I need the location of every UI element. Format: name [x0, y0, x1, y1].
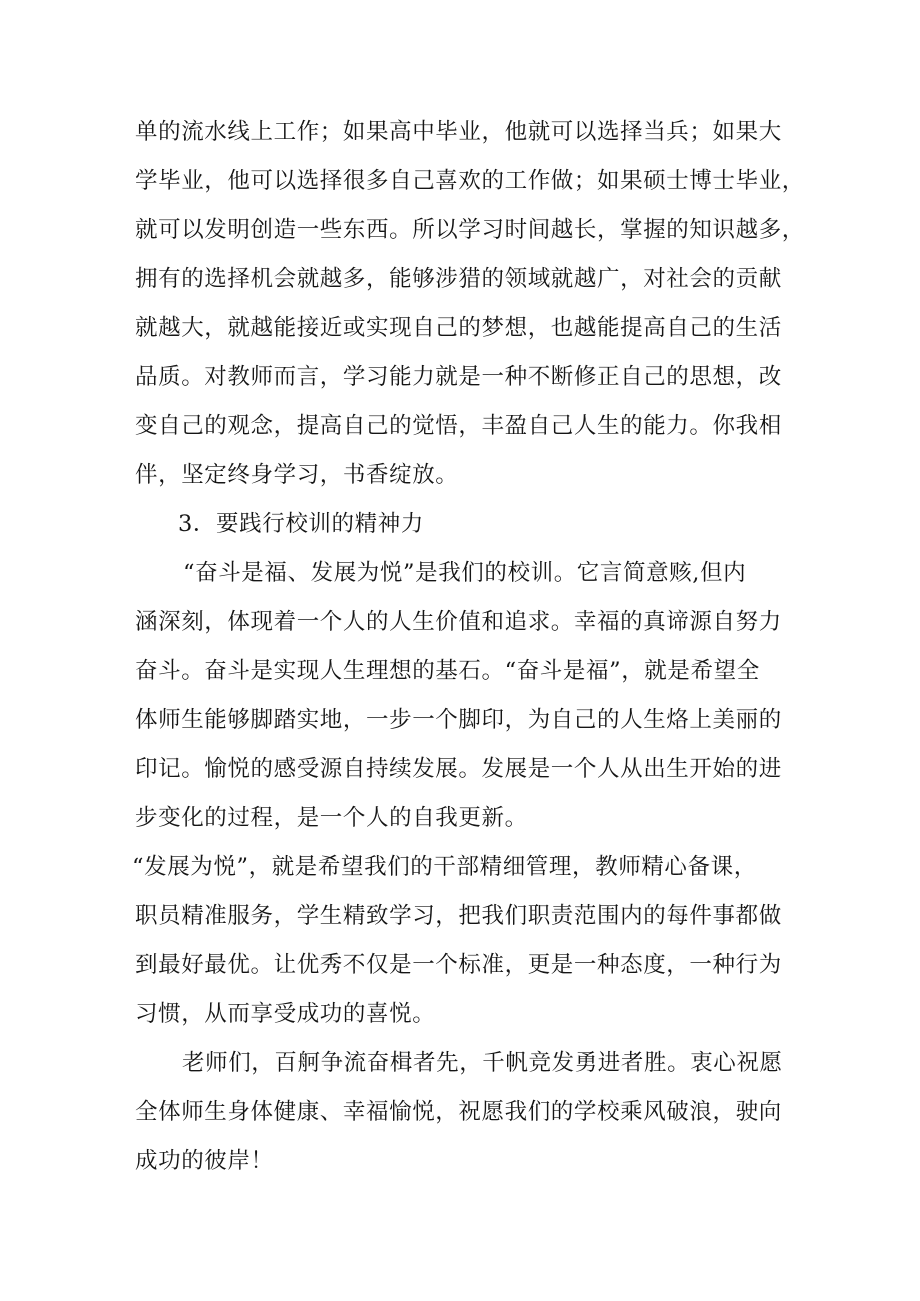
text-line: 老师们，百舸争流奋楫者先，千帆竞发勇进者胜。衷心祝愿 [182, 1050, 783, 1076]
text-line: “发展为悦”，就是希望我们的干部精细管理，教师精心备课， [132, 854, 757, 880]
text-line: 成功的彼岸！ [135, 1148, 274, 1174]
section-heading: 3．要践行校训的精神力 [178, 511, 424, 537]
text-line: 习惯，从而享受成功的喜悦。 [135, 1001, 436, 1027]
text-line: 伴，坚定终身学习，书香绽放。 [135, 462, 459, 488]
text-line: 品质。对教师而言，学习能力就是一种不断修正自己的思想，改 [135, 364, 782, 390]
text-line: 体师生能够脚踏实地，一步一个脚印，为自己的人生烙上美丽的 [135, 707, 782, 733]
text-line: 步变化的过程，是一个人的自我更新。 [135, 805, 528, 831]
text-line: 涵深刻，体现着一个人的人生价值和追求。幸福的真谛源自努力 [135, 609, 782, 635]
text-line: “奋斗是福、发展为悦”是我们的校训。它言简意赅,但内 [183, 560, 747, 586]
text-line: 拥有的选择机会就越多，能够涉猎的领域就越广，对社会的贡献 [135, 266, 782, 292]
text-line: 全体师生身体健康、幸福愉悦，祝愿我们的学校乘风破浪，驶向 [135, 1099, 782, 1125]
text-line: 印记。愉悦的感受源自持续发展。发展是一个人从出生开始的进 [135, 756, 782, 782]
text-line: 变自己的观念，提高自己的觉悟，丰盈自己人生的能力。你我相 [135, 413, 782, 439]
text-line: 单的流水线上工作；如果高中毕业，他就可以选择当兵；如果大 [135, 119, 782, 145]
text-line: 就越大，就越能接近或实现自己的梦想，也越能提高自己的生活 [135, 315, 782, 341]
text-line: 到最好最优。让优秀不仅是一个标准，更是一种态度，一种行为 [135, 952, 782, 978]
text-line: 职员精准服务，学生精致学习，把我们职责范围内的每件事都做 [135, 903, 782, 929]
text-line: 奋斗。奋斗是实现人生理想的基石。“奋斗是福”，就是希望全 [135, 658, 760, 684]
text-line: 就可以发明创造一些东西。所以学习时间越长，掌握的知识越多， [135, 217, 805, 243]
text-line: 学毕业，他可以选择很多自己喜欢的工作做；如果硕士博士毕业， [135, 168, 805, 194]
